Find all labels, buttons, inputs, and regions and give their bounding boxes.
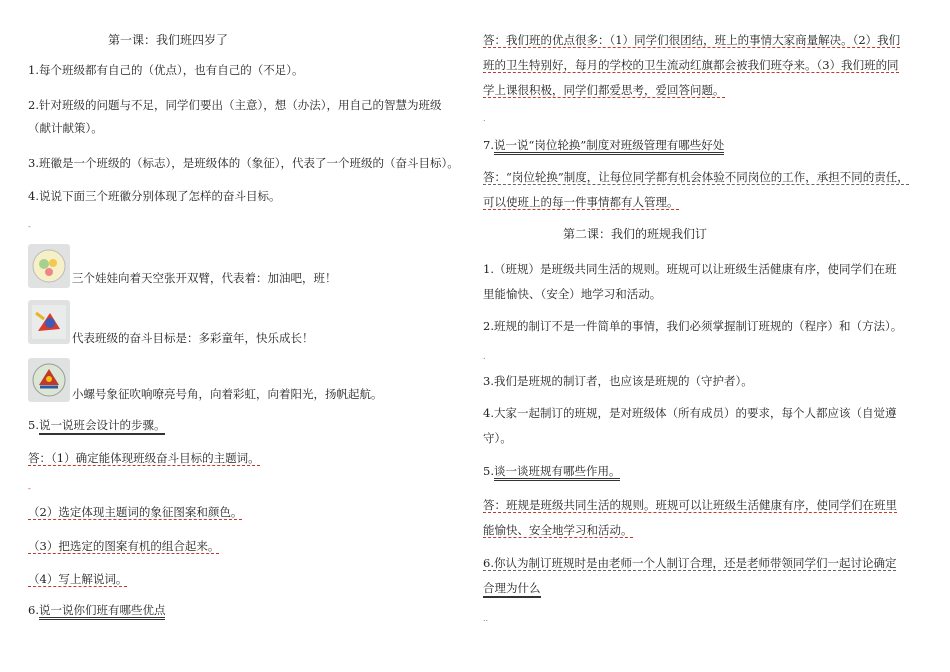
badge-1-description: 三个娃娃向着天空张开双臂，代表着：加油吧，班！ bbox=[72, 271, 337, 285]
answer-5-step-4 bbox=[28, 567, 127, 591]
rule-4-line1: 4.大家一起制订的班规，是对班级体（所有成员）的要求，每个人都应该（自觉遵 bbox=[483, 406, 897, 420]
lesson1-title: 第一课：我们班四岁了 bbox=[108, 33, 229, 47]
question-5 bbox=[28, 413, 165, 437]
badge-3-icon bbox=[30, 361, 68, 399]
stray-mark-3: . bbox=[483, 114, 486, 123]
answer-6-line1-text: 答：我们班的优点很多：（1）同学们很团结，班上的事情大家商量解决。（2）我们 bbox=[483, 33, 901, 47]
answer-5-step-1-text: 答：（1）确定能体现班级奋斗目标的主题词。 bbox=[28, 451, 260, 465]
badge-2-description: 代表班级的奋斗目标是：多彩童年，快乐成长！ bbox=[72, 331, 314, 345]
lesson2-title: 第二课：我们的班规我们订 bbox=[563, 227, 708, 241]
answer-7-line1-text: 答：“岗位轮换”制度，让每位同学都有机会体验不同岗位的工作，承担不同的责任， bbox=[483, 170, 909, 184]
answer-6-line2-text: 班的卫生特别好，每月的学校的卫生流动红旗都会被我们班夺来。（3）我们班的同 bbox=[483, 58, 899, 72]
stray-mark-4: . bbox=[483, 352, 486, 361]
answer-r5-line2-text: 能愉快、安全地学习和活动。 bbox=[483, 523, 633, 537]
answer-5-step-3 bbox=[28, 534, 219, 558]
question-2-line1: 2.针对班级的问题与不足，同学们要出（主意），想（办法），用自己的智慧为班级 bbox=[28, 98, 442, 112]
answer-6-line2 bbox=[483, 53, 899, 77]
question-6-number: 6. bbox=[28, 603, 39, 617]
question-r5 bbox=[483, 459, 620, 483]
rule-1-line1: 1.（班规）是班级共同生活的规则。班规可以让班级生活健康有序，使同学们在班 bbox=[483, 262, 897, 276]
rule-4-line2: 守）。 bbox=[483, 431, 512, 445]
answer-5-step-3-text: （3）把选定的图案有机的组合起来。 bbox=[28, 539, 220, 553]
badge-1-icon bbox=[30, 247, 68, 285]
answer-6-line3 bbox=[483, 78, 725, 102]
question-7-number: 7. bbox=[483, 138, 494, 152]
question-5-number: 5. bbox=[28, 418, 39, 432]
badge-3-description: 小螺号象征吹响嘹亮号角，向着彩虹，向着阳光，扬帆起航。 bbox=[72, 387, 383, 401]
answer-5-step-2-text: （2）选定体现主题词的象征图案和颜色。 bbox=[28, 505, 243, 519]
stray-mark: - bbox=[28, 222, 31, 231]
stray-mark-2: - bbox=[28, 484, 31, 493]
question-6-text: 说一说你们班有哪些优点 bbox=[39, 603, 166, 620]
class-badge-image-3 bbox=[28, 358, 70, 402]
answer-6-line3-text: 学上课很积极，同学们都爱思考，爱回答问题。 bbox=[483, 83, 725, 97]
question-3: 3.班徽是一个班级的（标志），是班级体的（象征），代表了一个班级的（奋斗目标）。 bbox=[28, 156, 459, 170]
answer-r5-line1-text: 答：班规是班级共同生活的规则。班规可以让班级生活健康有序，使同学们在班里 bbox=[483, 498, 897, 512]
question-r5-text: 谈一谈班规有哪些作用。 bbox=[494, 464, 621, 481]
answer-5-step-2 bbox=[28, 500, 242, 524]
answer-r5-line2 bbox=[483, 518, 633, 542]
question-5-text: 说一说班会设计的步骤。 bbox=[39, 418, 166, 435]
class-badge-image-1 bbox=[28, 244, 70, 288]
question-r6-line2-text: 合理为什么 bbox=[483, 581, 541, 598]
answer-6-line1 bbox=[483, 28, 900, 52]
question-2-line2: （献计献策）。 bbox=[28, 121, 103, 135]
answer-7-line2-text: 可以使班上的每一件事情都有人管理。 bbox=[483, 195, 679, 209]
question-r6-line2 bbox=[483, 576, 541, 600]
answer-5-step-4-text: （4）写上解说词。 bbox=[28, 572, 128, 586]
question-1: 1.每个班级都有自己的（优点），也有自己的（不足）。 bbox=[28, 63, 304, 77]
answer-5-step-1 bbox=[28, 446, 260, 470]
badge-2-icon bbox=[30, 303, 68, 341]
question-r6-line1-text: 6.你认为制订班规时是由老师一个人制订合理，还是老师带领同学们一起讨论确定 bbox=[483, 556, 897, 570]
rule-2: 2.班规的制订不是一件简单的事情，我们必须掌握制订班规的（程序）和（方法）。 bbox=[483, 319, 903, 333]
question-4: 4.说说下面三个班徽分别体现了怎样的奋斗目标。 bbox=[28, 189, 281, 203]
rule-3: 3.我们是班规的制订者，也应该是班规的（守护者）。 bbox=[483, 374, 753, 388]
question-r5-number: 5. bbox=[483, 464, 494, 478]
question-r6-line1 bbox=[483, 551, 896, 575]
stray-mark-5: .. bbox=[483, 614, 489, 623]
answer-7-line1 bbox=[483, 165, 909, 189]
question-7-text: 说一说“岗位轮换”制度对班级管理有哪些好处 bbox=[494, 138, 724, 155]
question-6 bbox=[28, 598, 165, 622]
class-badge-image-2 bbox=[28, 300, 70, 344]
answer-r5-line1 bbox=[483, 493, 897, 517]
question-7 bbox=[483, 133, 724, 157]
rule-1-line2: 里能愉快、（安全）地学习和活动。 bbox=[483, 287, 662, 301]
answer-7-line2 bbox=[483, 190, 679, 214]
